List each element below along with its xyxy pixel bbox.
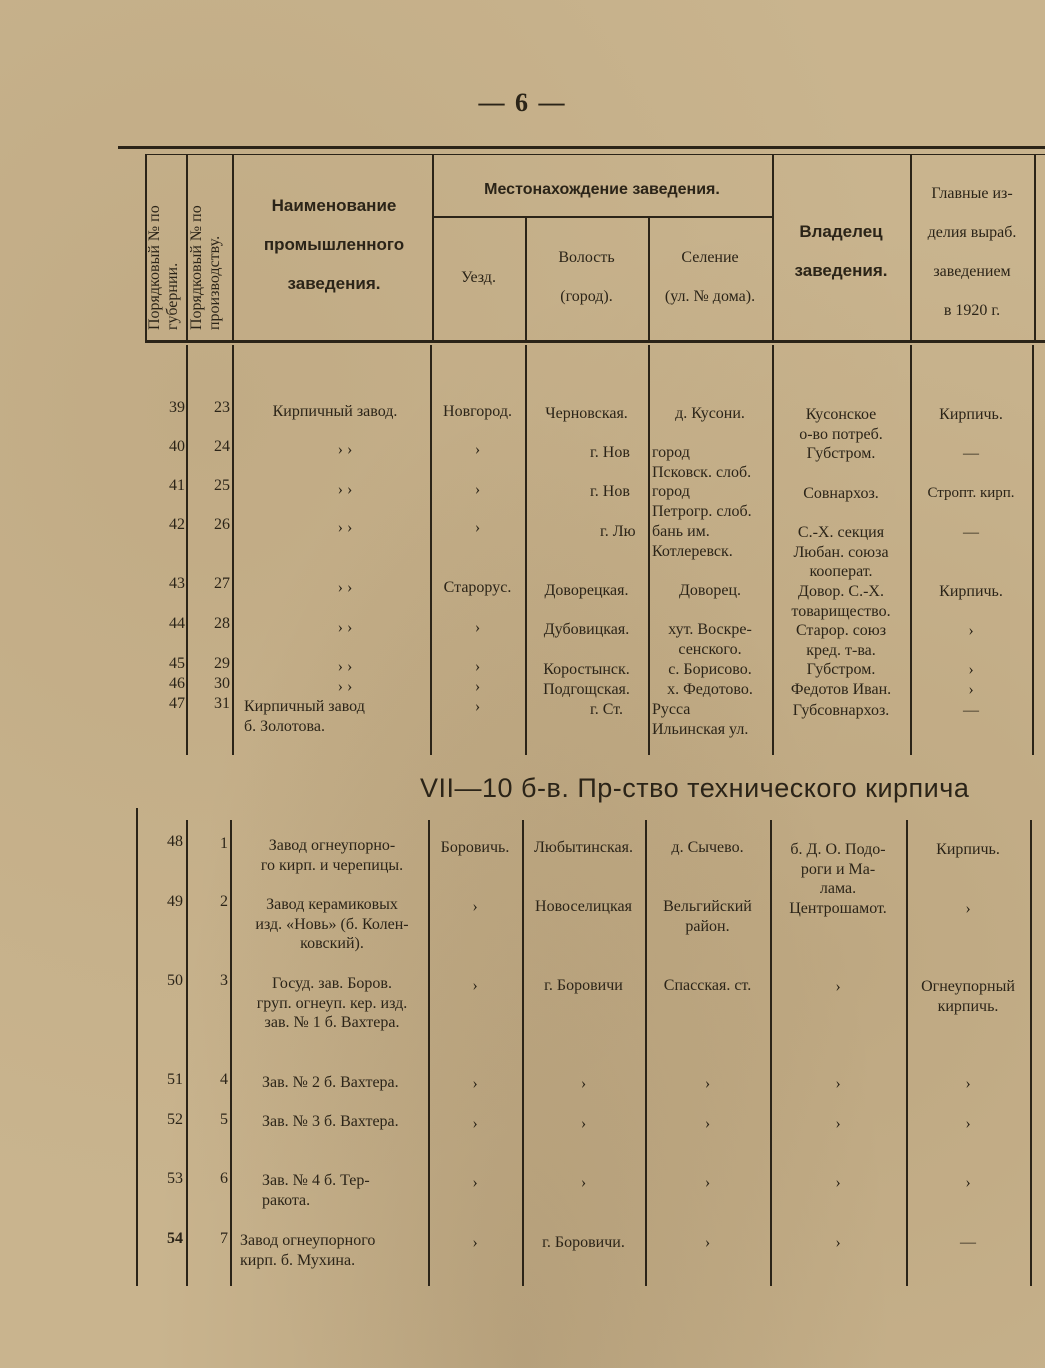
row-name: Завод огнеупорного кирп. б. Мухина.	[240, 1232, 376, 1269]
row-name: › ›	[337, 678, 353, 695]
row-gub-number: 41	[169, 477, 185, 494]
row-owner: Старор. союз кред. т-ва.	[795, 622, 887, 659]
section-title: VII—10 б-в. Пр-ство технического кирпича	[420, 773, 970, 803]
row-uezd: ›	[472, 1075, 478, 1092]
row-prod-number: 1	[220, 835, 228, 852]
row-volost: Подгощская.	[543, 681, 630, 698]
row-prod-number: 25	[214, 477, 230, 494]
row-selo: х. Федотово.	[667, 681, 753, 698]
row-selo: д. Сычево.	[671, 839, 744, 856]
row-selo: город Петрогр. слоб.	[652, 483, 752, 520]
body-divider	[136, 808, 138, 1286]
row-prod-number: 6	[220, 1170, 228, 1187]
row-prod-number: 29	[214, 655, 230, 672]
row-volost: Черновская.	[545, 405, 628, 422]
top-rule	[118, 146, 1045, 149]
row-prod-number: 5	[220, 1111, 228, 1128]
row-owner: С.-Х. секция Любан. союза кооперат.	[793, 524, 889, 580]
row-owner: ›	[835, 978, 841, 995]
row-products: Кирпичь.	[939, 583, 1003, 600]
row-uezd: ›	[472, 898, 478, 915]
body-divider	[428, 820, 430, 1286]
header-owner-line: заведения.	[794, 261, 888, 280]
row-name: Кирпичный завод б. Золотова.	[244, 698, 365, 735]
header-divider	[232, 154, 234, 340]
row-uezd: Старорус.	[443, 579, 512, 596]
row-selo: бань им. Котлеревск.	[652, 523, 733, 560]
header-products	[910, 174, 1034, 330]
row-products: —	[963, 702, 979, 719]
row-prod-number: 3	[220, 972, 228, 989]
row-name: Зав. № 2 б. Вахтера.	[262, 1074, 399, 1091]
row-uezd: ›	[472, 977, 478, 994]
row-products: —	[963, 524, 979, 541]
location-subheader-rule	[432, 216, 772, 218]
row-products: ›	[968, 622, 974, 639]
body-divider	[906, 820, 908, 1286]
row-gub-number: 44	[169, 615, 185, 632]
row-prod-number: 7	[220, 1230, 228, 1247]
row-volost: г. Боровичи	[544, 977, 623, 994]
header-uezd: Уезд.	[461, 269, 496, 286]
header-selo	[648, 238, 772, 316]
header-location: Местонахождение заведения.	[484, 181, 720, 198]
row-selo: хут. Воскре- сенского.	[668, 621, 752, 658]
header-name-line: промышленного	[263, 235, 405, 254]
row-uezd: ›	[472, 1234, 478, 1251]
row-selo: Доворец.	[678, 582, 742, 599]
row-selo: с. Борисово.	[668, 661, 752, 678]
row-prod-number: 24	[214, 438, 230, 455]
header-products-line: делия выраб.	[927, 224, 1017, 241]
row-selo: ›	[704, 1075, 711, 1092]
row-volost: ›	[580, 1115, 587, 1132]
row-prod-number: 26	[214, 516, 230, 533]
header-divider	[1034, 154, 1036, 340]
row-uezd: ›	[472, 1174, 478, 1191]
header-products-line: заведением	[933, 263, 1011, 280]
row-volost: г. Нов	[590, 483, 630, 500]
row-volost: Новоселицкая	[535, 898, 632, 915]
row-products: Кирпичь.	[939, 406, 1003, 423]
header-name	[236, 186, 432, 303]
row-products: ›	[968, 681, 974, 698]
row-prod-number: 30	[214, 675, 230, 692]
row-uezd: ›	[474, 441, 481, 458]
row-owner: Центрошамот.	[789, 900, 887, 917]
row-owner: ›	[835, 1075, 841, 1092]
row-selo: ›	[704, 1234, 711, 1251]
row-uezd: Боровичь.	[440, 839, 510, 856]
header-owner-line: Владелец	[799, 222, 883, 241]
row-products: ›	[968, 661, 974, 678]
row-gub-number: 53	[167, 1170, 183, 1187]
row-owner: Губстром.	[806, 661, 876, 678]
row-name: Завод огнеупорно- го кирп. и черепицы.	[260, 837, 404, 874]
body-divider	[232, 345, 234, 755]
row-volost: ›	[580, 1075, 587, 1092]
header-volost-line: (город).	[560, 288, 613, 305]
row-owner: ›	[835, 1174, 841, 1191]
row-gub-number: 46	[169, 675, 185, 692]
row-products: —	[963, 445, 979, 462]
row-volost: Коростынск.	[543, 661, 630, 678]
row-selo: ›	[704, 1115, 711, 1132]
row-gub-number: 52	[167, 1111, 183, 1128]
row-selo: Русса Ильинская ул.	[652, 701, 749, 738]
row-gub-number: 39	[169, 399, 185, 416]
page-number: — 6 —	[478, 88, 567, 117]
row-products: ›	[965, 1174, 971, 1191]
row-prod-number: 4	[220, 1071, 228, 1088]
row-owner: Совнархоз.	[803, 485, 879, 502]
row-volost: г. Ст.	[590, 701, 624, 718]
row-selo: д. Кусони.	[675, 405, 745, 422]
row-name: › ›	[337, 441, 353, 458]
row-owner: Федотов Иван.	[790, 681, 892, 698]
row-uezd: ›	[474, 698, 481, 715]
row-owner: Кусонское о-во потреб.	[799, 406, 883, 443]
body-divider	[1030, 820, 1032, 1286]
row-gub-number: 48	[167, 833, 183, 850]
row-selo: город Псковск. слоб.	[652, 444, 752, 481]
row-uezd: ›	[474, 619, 481, 636]
row-gub-number: 43	[169, 575, 185, 592]
row-uezd: ›	[474, 519, 481, 536]
header-volost	[525, 238, 648, 316]
row-volost: г. Боровичи.	[542, 1234, 625, 1251]
row-volost: ›	[580, 1174, 587, 1191]
row-name: › ›	[337, 481, 353, 498]
body-divider	[230, 820, 232, 1286]
row-name: › ›	[337, 579, 353, 596]
row-products: Стропт. кирп.	[927, 485, 1015, 501]
row-gub-number: 40	[169, 438, 185, 455]
header-order-prod: Порядковый № по производству.	[188, 205, 223, 330]
row-gub-number: 50	[167, 972, 183, 989]
row-volost: Любытинская.	[534, 839, 633, 856]
row-owner: б. Д. О. Подо- роги и Ма- лама.	[790, 841, 886, 897]
row-volost: Доворецкая.	[544, 582, 629, 599]
body-divider	[1032, 345, 1034, 755]
row-name: Госуд. зав. Боров. груп. огнеуп. кер. изд. зав. № 1 б. Вахтера.	[256, 975, 408, 1031]
row-uezd: ›	[474, 481, 481, 498]
row-uezd: Новгород.	[443, 403, 512, 420]
body-divider	[186, 820, 188, 1286]
row-name: › ›	[337, 658, 353, 675]
header-name-line: Наименование	[271, 196, 397, 215]
row-gub-number: 54	[167, 1230, 183, 1247]
row-name: Кирпичный завод.	[272, 403, 398, 420]
row-gub-number: 47	[169, 695, 185, 712]
row-owner: Губсовнархоз.	[792, 702, 890, 719]
header-order-gub: Порядковый № по губернии.	[146, 205, 181, 330]
body-divider	[522, 820, 524, 1286]
row-uezd: ›	[472, 1115, 478, 1132]
header-volost-line: Волость	[558, 249, 615, 266]
row-prod-number: 31	[214, 695, 230, 712]
row-gub-number: 49	[167, 893, 183, 910]
body-divider	[645, 820, 647, 1286]
row-name: Зав. № 4 б. Тер- ракота.	[262, 1172, 370, 1209]
row-gub-number: 51	[167, 1071, 183, 1088]
row-owner: ›	[835, 1234, 841, 1251]
row-volost: Дубовицкая.	[543, 621, 630, 638]
row-prod-number: 28	[214, 615, 230, 632]
row-gub-number: 45	[169, 655, 185, 672]
header-name-line: заведения.	[287, 274, 381, 293]
row-products: Огнеупорный кирпичь.	[921, 978, 1015, 1015]
header-bottom-rule	[145, 340, 1045, 343]
row-gub-number: 42	[169, 516, 185, 533]
row-name: Завод керамиковых изд. «Новь» (б. Колен- ковский).	[255, 896, 409, 952]
row-uezd: ›	[474, 658, 481, 675]
body-divider	[186, 345, 188, 755]
row-selo: Вельгийский район.	[663, 898, 752, 935]
row-selo: Спасская. ст.	[663, 977, 752, 994]
row-name: Зав. № 3 б. Вахтера.	[262, 1113, 399, 1130]
row-products: ›	[965, 1115, 971, 1132]
header-selo-line: Селение	[681, 249, 739, 266]
header-products-line: в 1920 г.	[943, 302, 1001, 319]
header-products-line: Главные из-	[931, 185, 1013, 202]
row-selo: ›	[704, 1174, 711, 1191]
header-selo-line: (ул. № дома).	[664, 288, 756, 305]
row-products: —	[960, 1234, 976, 1251]
row-prod-number: 2	[220, 893, 228, 910]
row-products: ›	[965, 1075, 971, 1092]
row-prod-number: 27	[214, 575, 230, 592]
row-volost: г. Нов	[590, 444, 630, 461]
row-name: › ›	[337, 519, 353, 536]
header-owner	[772, 212, 910, 290]
row-volost: г. Лю	[600, 523, 636, 540]
row-products: Кирпичь.	[936, 841, 1000, 858]
row-name: › ›	[337, 619, 353, 636]
row-owner: ›	[835, 1115, 841, 1132]
row-owner: Губстром.	[806, 445, 876, 462]
row-products: ›	[965, 900, 971, 917]
row-prod-number: 23	[214, 399, 230, 416]
row-uezd: ›	[474, 678, 481, 695]
row-owner: Довор. С.-Х. товарищество.	[791, 583, 891, 620]
